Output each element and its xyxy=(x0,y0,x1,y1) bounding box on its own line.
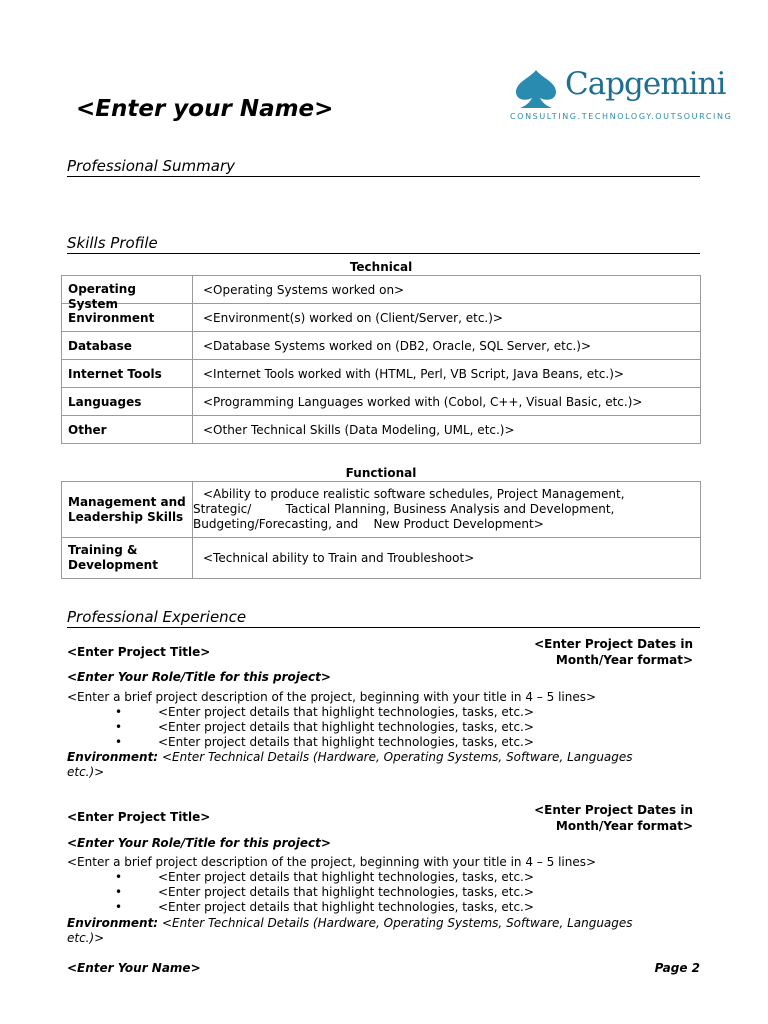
project-role: <Enter Your Role/Title for this project> xyxy=(67,836,331,850)
project-role: <Enter Your Role/Title for this project> xyxy=(67,670,331,684)
table-row xyxy=(62,276,701,304)
table-row xyxy=(62,360,701,388)
section-skills-profile: Skills Profile xyxy=(67,234,700,254)
project-environment: Environment: <Enter Technical Details (Hardware, Operating Systems, Software, Languages xyxy=(67,916,633,930)
project-dates: <Enter Project Dates in xyxy=(534,803,693,817)
table-row xyxy=(62,482,701,538)
skill-value-line: Strategic/ Tactical Planning, Business Analysis and Development, xyxy=(193,502,615,516)
project-entry: <Enter Project Title> <Enter Project Dates in Month/Year format> <Enter Your Role/Title for this project> <Enter a brief project description of the project, beginning with your title in 4 – 5 lines> • <Enter project details that highlight technologies, tasks, etc.> • <Enter project details that highlight technologies, tasks, etc.> • <Enter project details that highlight technologies, tasks, etc.> Environment: <Enter Technical Details (Hardware, Operating Systems, Software, Languages etc.)> xyxy=(67,637,693,779)
table-row xyxy=(62,388,701,416)
project-title: <Enter Project Title> xyxy=(67,645,211,659)
skill-value: <Other Technical Skills (Data Modeling, UML, etc.)> xyxy=(193,416,701,444)
skill-value: <Environment(s) worked on (Client/Server, etc.)> xyxy=(193,304,701,332)
skill-value: <Internet Tools worked with (HTML, Perl, VB Script, Java Beans, etc.)> xyxy=(193,360,701,388)
skill-value-line: <Ability to produce realistic software schedules, Project Management, xyxy=(203,487,625,501)
page-number: Page 2 xyxy=(654,961,700,975)
skill-label: Training & Development xyxy=(62,538,193,579)
spade-icon xyxy=(510,68,562,110)
skill-label: Languages xyxy=(62,388,193,416)
functional-table-title: Functional xyxy=(345,466,417,480)
table-row xyxy=(62,304,701,332)
skill-value-line: Budgeting/Forecasting, and New Product Development> xyxy=(193,517,544,531)
skill-value: <Operating Systems worked on> xyxy=(193,276,701,304)
technical-skills-table xyxy=(61,275,701,444)
table-row xyxy=(62,538,701,579)
functional-skills-table xyxy=(61,481,701,579)
project-description: <Enter a brief project description of the project, beginning with your title in 4 – 5 lines> xyxy=(67,690,597,704)
project-environment-cont: etc.)> xyxy=(67,765,105,779)
project-dates: Month/Year format> xyxy=(555,819,693,833)
skill-label: Environment xyxy=(62,304,193,332)
footer-name: <Enter Your Name> xyxy=(67,961,201,975)
technical-table-title: Technical xyxy=(349,260,413,274)
capgemini-logo xyxy=(510,66,733,126)
section-professional-experience: Professional Experience xyxy=(67,608,700,628)
skill-label: Other xyxy=(62,416,193,444)
project-environment: Environment: <Enter Technical Details (Hardware, Operating Systems, Software, Languages xyxy=(67,750,633,764)
section-professional-summary: Professional Summary xyxy=(67,157,700,177)
skill-label: Operating System xyxy=(68,281,136,311)
table-row xyxy=(62,416,701,444)
skill-value: <Programming Languages worked with (Cobol, C++, Visual Basic, etc.)> xyxy=(193,388,701,416)
logo-brand: Capgemini xyxy=(565,66,726,102)
project-environment-cont: etc.)> xyxy=(67,931,105,945)
skill-label: Management and Leadership Skills xyxy=(62,482,193,538)
project-description: <Enter a brief project description of the project, beginning with your title in 4 – 5 lines> xyxy=(67,855,597,869)
project-dates: Month/Year format> xyxy=(555,653,693,667)
project-title: <Enter Project Title> xyxy=(67,810,211,824)
skill-label: Database xyxy=(62,332,193,360)
project-entry: <Enter Project Title> <Enter Project Dates in Month/Year format> <Enter Your Role/Title for this project> <Enter a brief project description of the project, beginning with your title in 4 – 5 lines> • <Enter project details that highlight technologies, tasks, etc.> • <Enter project details that highlight technologies, tasks, etc.> • <Enter project details that highlight technologies, tasks, etc.> Environment: <Enter Technical Details (Hardware, Operating Systems, Software, Languages etc.)> xyxy=(67,803,693,945)
table-row xyxy=(62,332,701,360)
candidate-name: <Enter your Name> xyxy=(76,96,334,122)
skill-label: Internet Tools xyxy=(62,360,193,388)
skill-value: <Technical ability to Train and Troubleshoot> xyxy=(193,538,701,579)
project-dates: <Enter Project Dates in xyxy=(534,637,693,651)
skill-value: <Database Systems worked on (DB2, Oracle, SQL Server, etc.)> xyxy=(193,332,701,360)
logo-tagline: CONSULTING.TECHNOLOGY.OUTSOURCING xyxy=(510,112,733,121)
